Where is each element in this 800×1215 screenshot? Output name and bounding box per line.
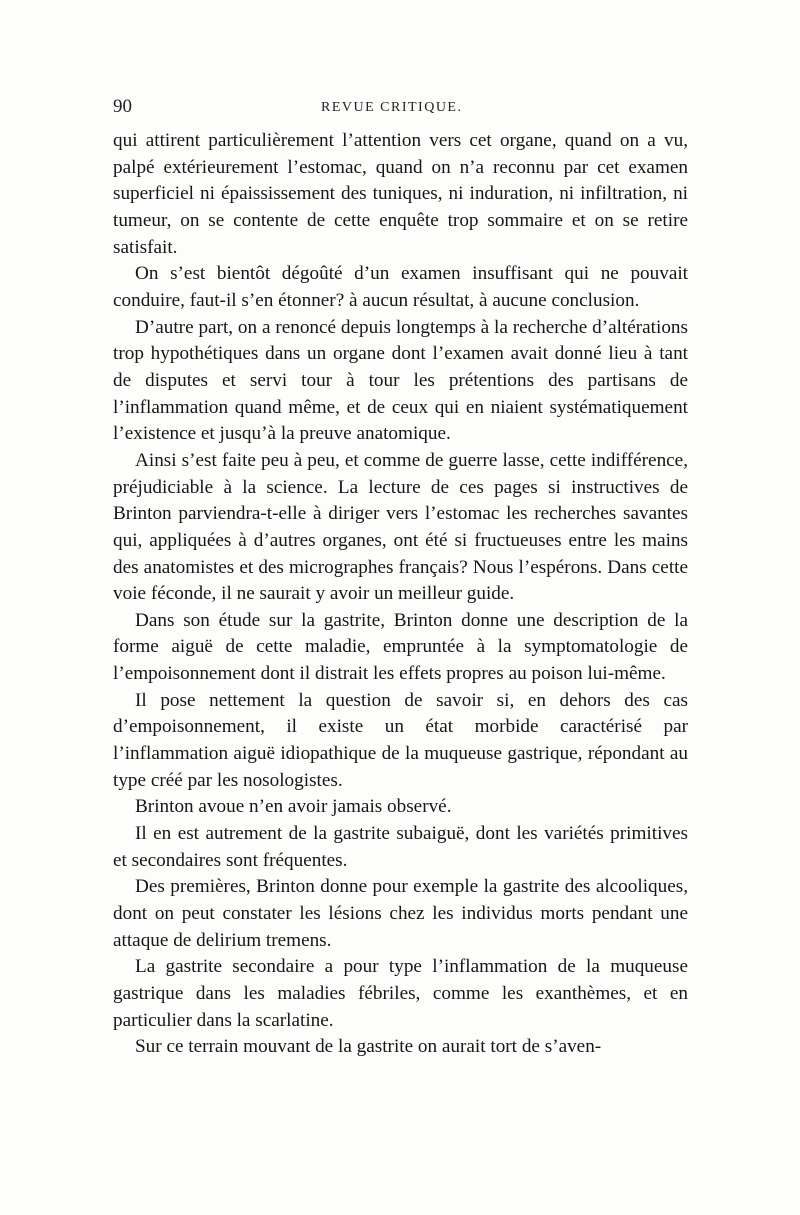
paragraph: On s’est bientôt dégoûté d’un examen insuffisant qui ne pouvait conduire, faut-il s’en étonner? à aucun résultat, à aucune conclusion. [113, 263, 688, 311]
paragraph: qui attirent particulièrement l’attention vers cet organe, quand on a vu, palpé extérieurement l’estomac, quand on n’a reconnu par cet examen superficiel ni épaississement des tuniques, ni induration, ni infiltration, ni tumeur, on se contente de cette enquête trop sommaire et on se retire satisfait. [113, 130, 688, 258]
page-header [113, 96, 688, 122]
paragraph: La gastrite secondaire a pour type l’inflammation de la muqueuse gastrique dans les maladies fébriles, comme les exanthèmes, et en particulier dans la scarlatine. [113, 956, 688, 1031]
paragraph: Ainsi s’est faite peu à peu, et comme de guerre lasse, cette indifférence, préjudiciable à la science. La lecture de ces pages si instructives de Brinton parviendra-t-elle à diriger vers l’estomac les recherches savantes qui, appliquées à d’autres organes, ont été si fructueuses entre les mains des anatomistes et des micrographes français? Nous l’espérons. Dans cette voie féconde, il ne saurait y avoir un meilleur guide. [113, 449, 688, 605]
running-title: REVUE CRITIQUE. [321, 100, 463, 115]
paragraph: Brinton avoue n’en avoir jamais observé. [135, 796, 452, 818]
paragraph: Il pose nettement la question de savoir si, en dehors des cas d’empoisonnement, il existe un état morbide caractérisé par l’inflammation aiguë idiopathique de la muqueuse gastrique, répondant au type créé par les nosologistes. [113, 689, 688, 791]
paragraph: Des premières, Brinton donne pour exemple la gastrite des alcooliques, dont on peut constater les lésions chez les individus morts pendant une attaque de delirium tremens. [113, 876, 688, 951]
page-number: 90 [113, 96, 132, 117]
paragraph: Dans son étude sur la gastrite, Brinton donne une description de la forme aiguë de cette maladie, empruntée à la symptomatologie de l’empoisonnement dont il distrait les effets propres au poison lui-même. [113, 609, 688, 685]
body-text [113, 128, 688, 1061]
paragraph: Il en est autrement de la gastrite subaiguë, dont les variétés primitives et secondaires sont fréquentes. [113, 823, 688, 871]
paragraph: Sur ce terrain mouvant de la gastrite on aurait tort de s’aven- [135, 1036, 602, 1058]
paragraph: D’autre part, on a renoncé depuis longtemps à la recherche d’altérations trop hypothétiques dans un organe dont l’examen avait donné lieu à tant de disputes et servi tour à tour les prétentions des partisans de l’inflammation quand même, et de ceux qui en niaient systématiquement l’existence et jusqu’à la preuve anatomique. [113, 316, 688, 445]
